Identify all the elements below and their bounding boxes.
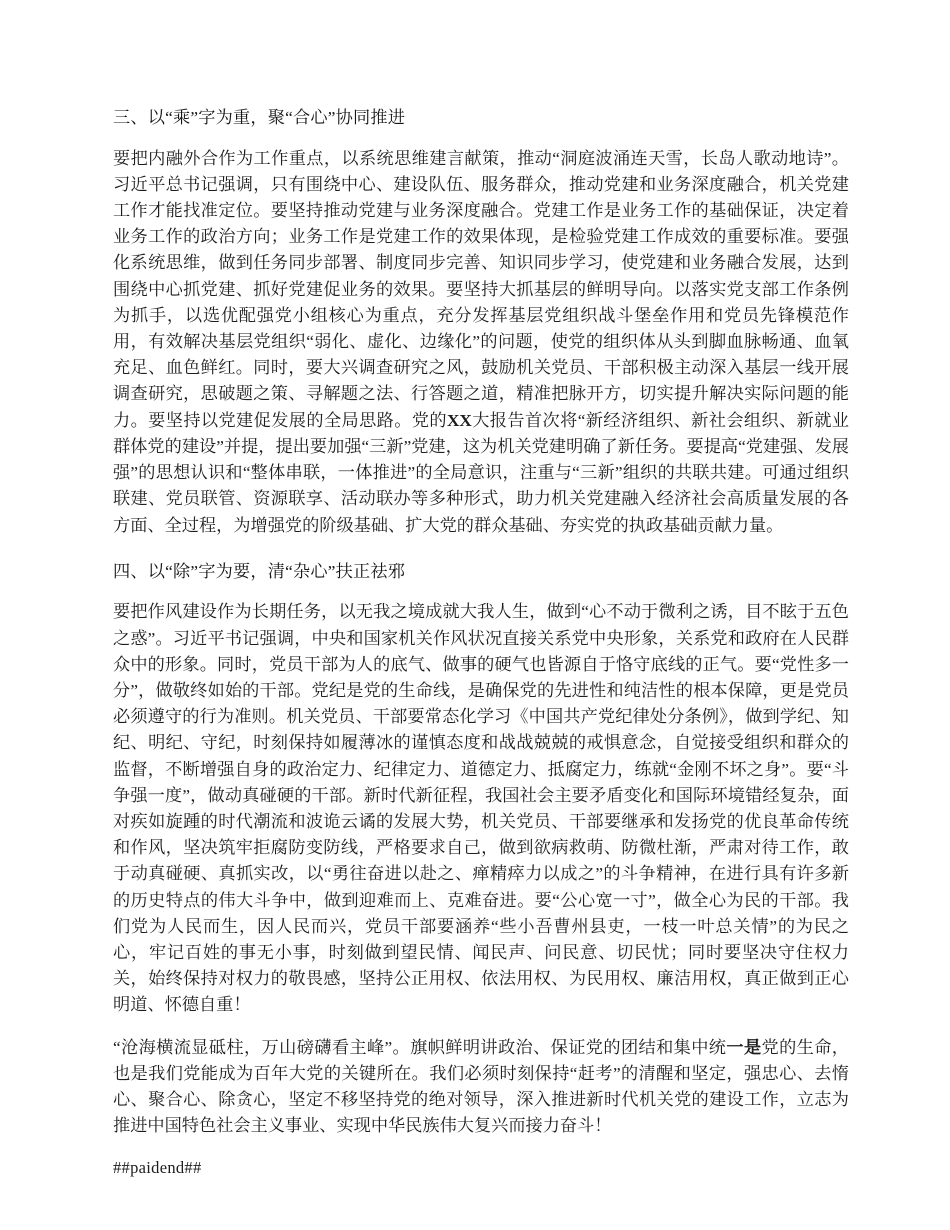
document-section-three: [113, 105, 849, 539]
document-section-four: [113, 559, 849, 1140]
paid-end-marker: ##paidend##: [113, 1158, 202, 1178]
section-heading-four: 四、以“除”字为要，清“杂心”扶正祛邪: [113, 561, 406, 581]
section-heading-three: 三、以“乘”字为重，聚“合心”协同推进: [113, 108, 406, 127]
emphasized-text: 一是: [726, 1037, 762, 1057]
paragraph-section-three-body: 要把内融外合作为工作重点，以系统思维建言献策，推动“洞庭波涌连天雪，长岛人歌动地诗”。习近平总书记强调，只有围绕中心、建设队伍、服务群众，推动党建和业务深度融合，机关党建工作才能找准定位。要坚持推动党建与业务深度融合。党建工作是业务工作的基础保证，决定着业务工作的政治方向；业务工作是党建工作的效果体现，是检验党建工作成效的重要标准。要强化系统思维，做到任务同步部署、制度同步完善、知识同步学习，使党建和业务融合发展，达到围绕中心抓党建、抓好党建促业务的效果。要坚持大抓基层的鲜明导向。以落实党支部工作条例为抓手，以选优配强党小组核心为重点，充分发挥基层党组织战斗堡垒作用和党员先锋模范作用，有效解决基层党组织“弱化、虚化、边缘化”的问题，使党的组织体从头到脚血脉畅通、血氧充足、血色鲜红。同时，要大兴调查研究之风，鼓励机关党员、干部积极主动深入基层一线开展调查研究，思破题之策、寻解题之法、行答题之道，精准把脉开方，切实提升解决实际问题的能力。要坚持以党建促发展的全局思路。党的XX大报告首次将“新经济组织、新社会组织、新就业群体党的建设”并提，提出要加强“三新”党建，这为机关党建明确了新任务。要提高“党建强、发展强”的思想认识和“整体串联，一体推进”的全局意识，注重与“三新”组织的共联共建。可通过组织联建、党员联管、资源联享、活动联办等多种形式，助力机关党建融入经济社会高质量发展的各方面、全过程，为增强党的阶级基础、扩大党的群众基础、夯实党的执政基础贡献力量。: [113, 148, 849, 535]
emphasized-text: XX: [447, 410, 472, 430]
document-content: [113, 105, 849, 1181]
paragraph-section-four-body: 要把作风建设作为长期任务，以无我之境成就大我人生，做到“心不动于微利之诱，目不眩于五色之惑”。习近平书记强调，中央和国家机关作风状况直接关系党中央形象，关系党和政府在人民群众中的形象。同时，党员干部为人的底气、做事的硬气也皆源自于恪守底线的正气。要“党性多一分”，做敬终如始的干部。党纪是党的生命线，是确保党的先进性和纯洁性的根本保障，更是党员必须遵守的行为准则。机关党员、干部要常态化学习《中国共产党纪律处分条例》，做到学纪、知纪、明纪、守纪，时刻保持如履薄冰的谨慎态度和战战兢兢的戒惧意念，自觉接受组织和群众的监督，不断增强自身的政治定力、纪律定力、道德定力、抵腐定力，练就“金刚不坏之身”。要“斗争强一度”，做动真碰硬的干部。新时代新征程，我国社会主要矛盾变化和国际环境错经复杂，面对疾如旋踵的时代潮流和波诡云谲的发展大势，机关党员、干部要继承和发扬党的优良革命传统和作风，坚决筑牢拒腐防变防线，严格要求自己，做到欲病救萌、防微杜渐，严肃对待工作，敢于动真碰硬、真抓实改，以“勇往奋进以赴之、瘅精瘁力以成之”的斗争精神，在进行具有许多新的历史特点的伟大斗争中，做到迎难而上、克难奋进。要“公心宽一寸”，做全心为民的干部。我们党为人民而生，因人民而兴，党员干部要涵养“些小吾曹州县吏，一枝一叶总关情”的为民之心，牢记百姓的事无小事，时刻做到望民情、闻民声、问民意、切民忧；同时要坚决守住权力关，始终保持对权力的敬畏感，坚持公正用权、依法用权、为民用权、廉洁用权，真正做到正心明道、怀德自重！: [113, 602, 849, 1015]
paragraph-section-four-closing: “沧海横流显砥柱，万山磅礴看主峰”。旗帜鲜明讲政治、保证党的团结和集中统一是党的生命，也是我们党能成为百年大党的关键所在。我们必须时刻保持“赶考”的清醒和坚定，强忠心、去惰心、聚合心、除贪心，坚定不移坚持党的绝对领导，深入推进新时代机关党的建设工作，立志为推进中国特色社会主义事业、实现中华民族伟大复兴而接力奋斗！: [113, 1037, 849, 1136]
